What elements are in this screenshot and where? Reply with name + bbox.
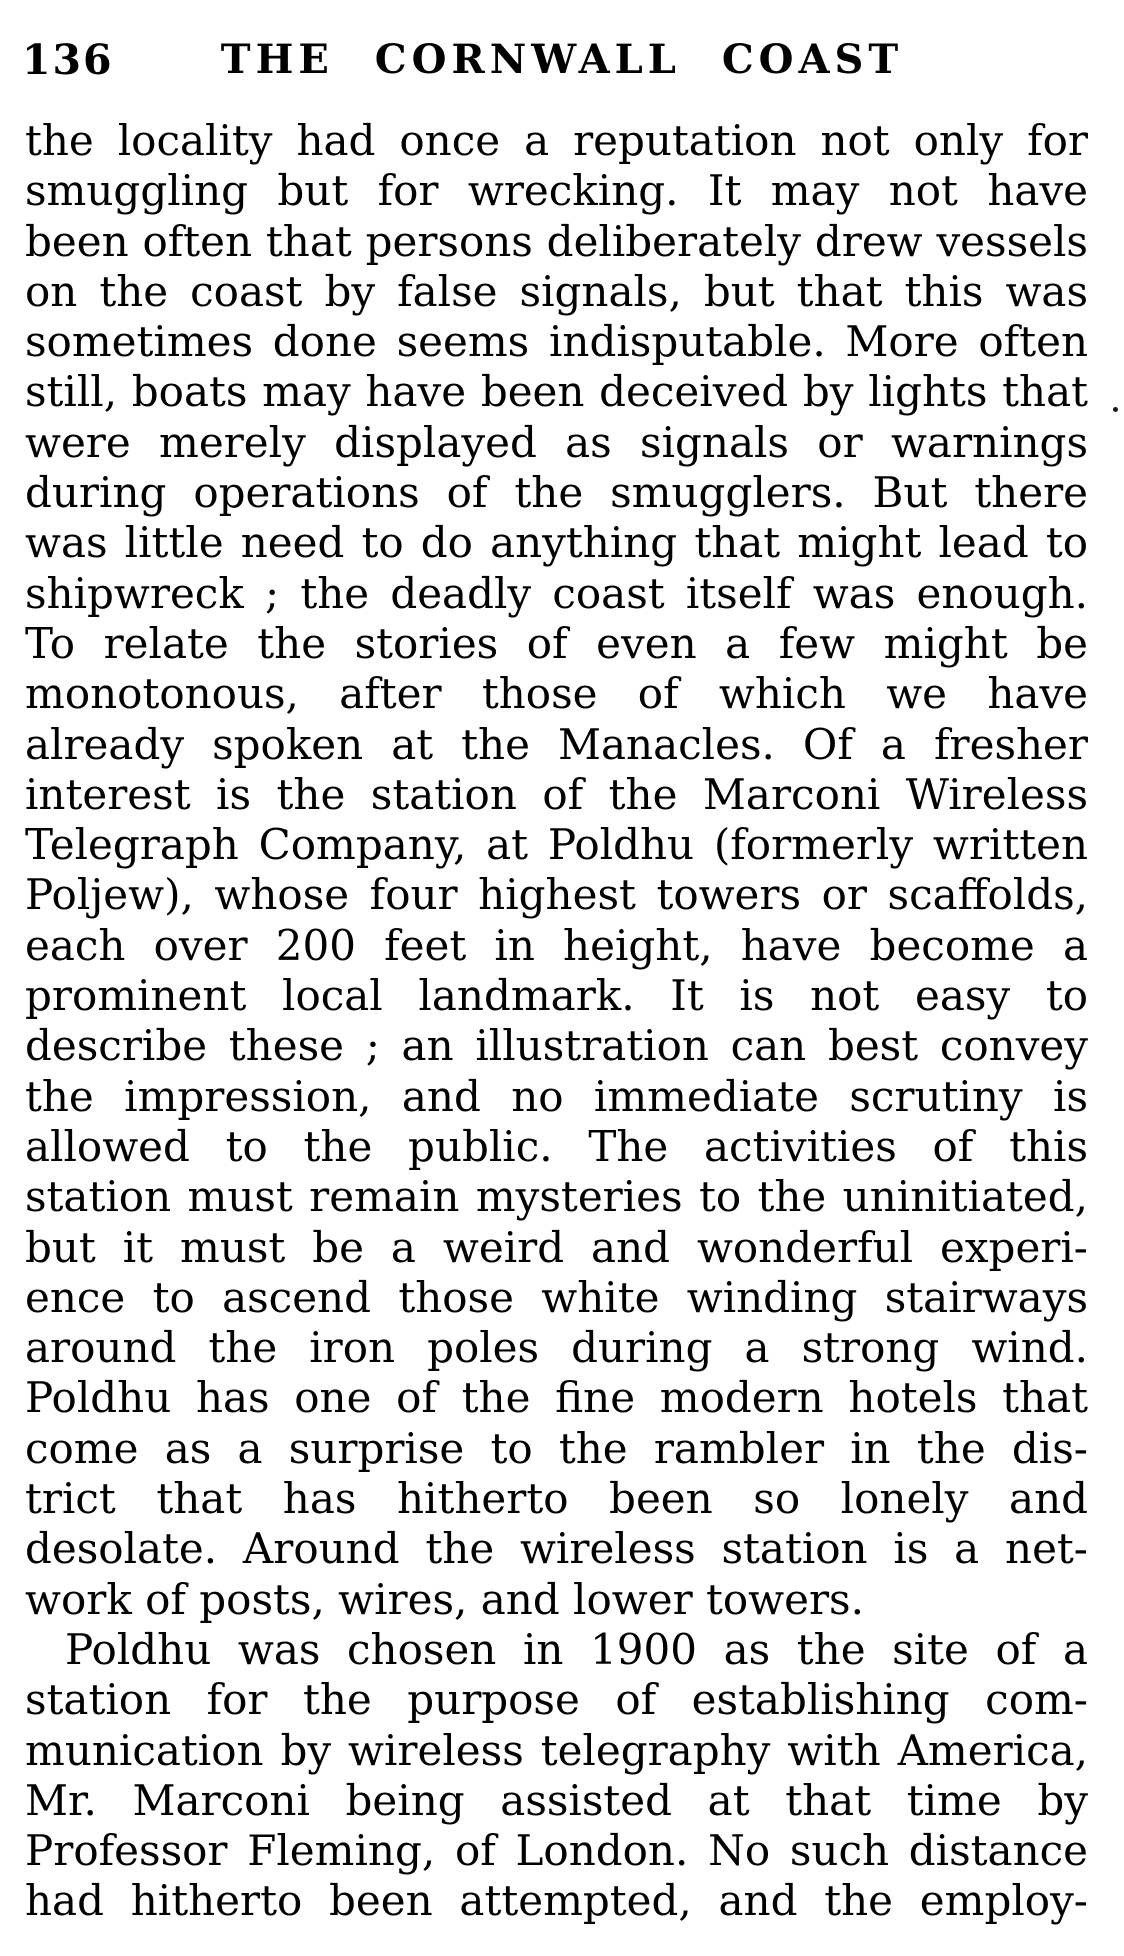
- text-line: sometimes done seems indisputable. More often: [25, 317, 1088, 367]
- text-line: Mr. Marconi being assisted at that time by: [25, 1775, 1088, 1825]
- text-line: during operations of the smugglers. But there: [25, 468, 1088, 518]
- page-number: 136: [22, 36, 114, 84]
- text-line: around the iron poles during a strong wind.: [25, 1323, 1088, 1373]
- text-line: Professor Fleming, of London. No such distance: [25, 1826, 1088, 1876]
- text-line: still, boats may have been deceived by lights that: [25, 367, 1088, 417]
- text-line: work of posts, wires, and lower towers.: [25, 1574, 864, 1624]
- running-title: THE CORNWALL COAST: [220, 36, 904, 83]
- text-line: each over 200 feet in height, have become a: [25, 920, 1088, 970]
- text-line: come as a surprise to the rambler in the dis-: [25, 1423, 1088, 1473]
- text-line: were merely displayed as signals or warnings: [25, 417, 1088, 467]
- text-line: on the coast by false signals, but that this was: [25, 266, 1088, 316]
- text-line: prominent local landmark. It is not easy to: [25, 971, 1088, 1021]
- text-line: shipwreck ; the deadly coast itself was enough.: [25, 568, 1088, 618]
- scan-speck: [1113, 407, 1118, 412]
- text-line: station for the purpose of establishing com-: [25, 1675, 1088, 1725]
- page-header: [0, 36, 1124, 90]
- text-line: the locality had once a reputation not only for: [25, 116, 1088, 165]
- text-line: allowed to the public. The activities of this: [25, 1121, 1088, 1171]
- body-text-column: [25, 116, 1088, 1927]
- text-line: already spoken at the Manacles. Of a fresher: [25, 719, 1088, 769]
- text-line: Telegraph Company, at Poldhu (formerly written: [25, 820, 1088, 870]
- text-line: station must remain mysteries to the uninitiated,: [25, 1172, 1088, 1222]
- text-line: smuggling but for wrecking. It may not have: [25, 166, 1088, 216]
- text-line: Poldhu was chosen in 1900 as the site of a: [65, 1624, 1088, 1674]
- text-line: Poldhu has one of the fine modern hotels that: [25, 1373, 1088, 1423]
- text-line: interest is the station of the Marconi Wireless: [25, 769, 1088, 819]
- text-line: had hitherto been attempted, and the employ-: [25, 1876, 1088, 1926]
- text-line: but it must be a weird and wonderful experi-: [25, 1222, 1088, 1272]
- text-line: describe these ; an illustration can best convey: [25, 1021, 1088, 1071]
- text-line: To relate the stories of even a few might be: [25, 618, 1088, 668]
- text-line: trict that has hitherto been so lonely and: [25, 1474, 1088, 1524]
- text-line: been often that persons deliberately drew vessels: [25, 216, 1088, 266]
- text-line: monotonous, after those of which we have: [25, 669, 1088, 719]
- text-line: desolate. Around the wireless station is a net-: [25, 1524, 1088, 1574]
- text-line: munication by wireless telegraphy with America,: [25, 1725, 1088, 1775]
- text-line: was little need to do anything that might lead to: [25, 518, 1088, 568]
- text-line: ence to ascend those white winding stairways: [25, 1272, 1088, 1322]
- text-line: Poljew), whose four highest towers or scaffolds,: [25, 870, 1088, 920]
- text-line: the impression, and no immediate scrutiny is: [25, 1071, 1088, 1121]
